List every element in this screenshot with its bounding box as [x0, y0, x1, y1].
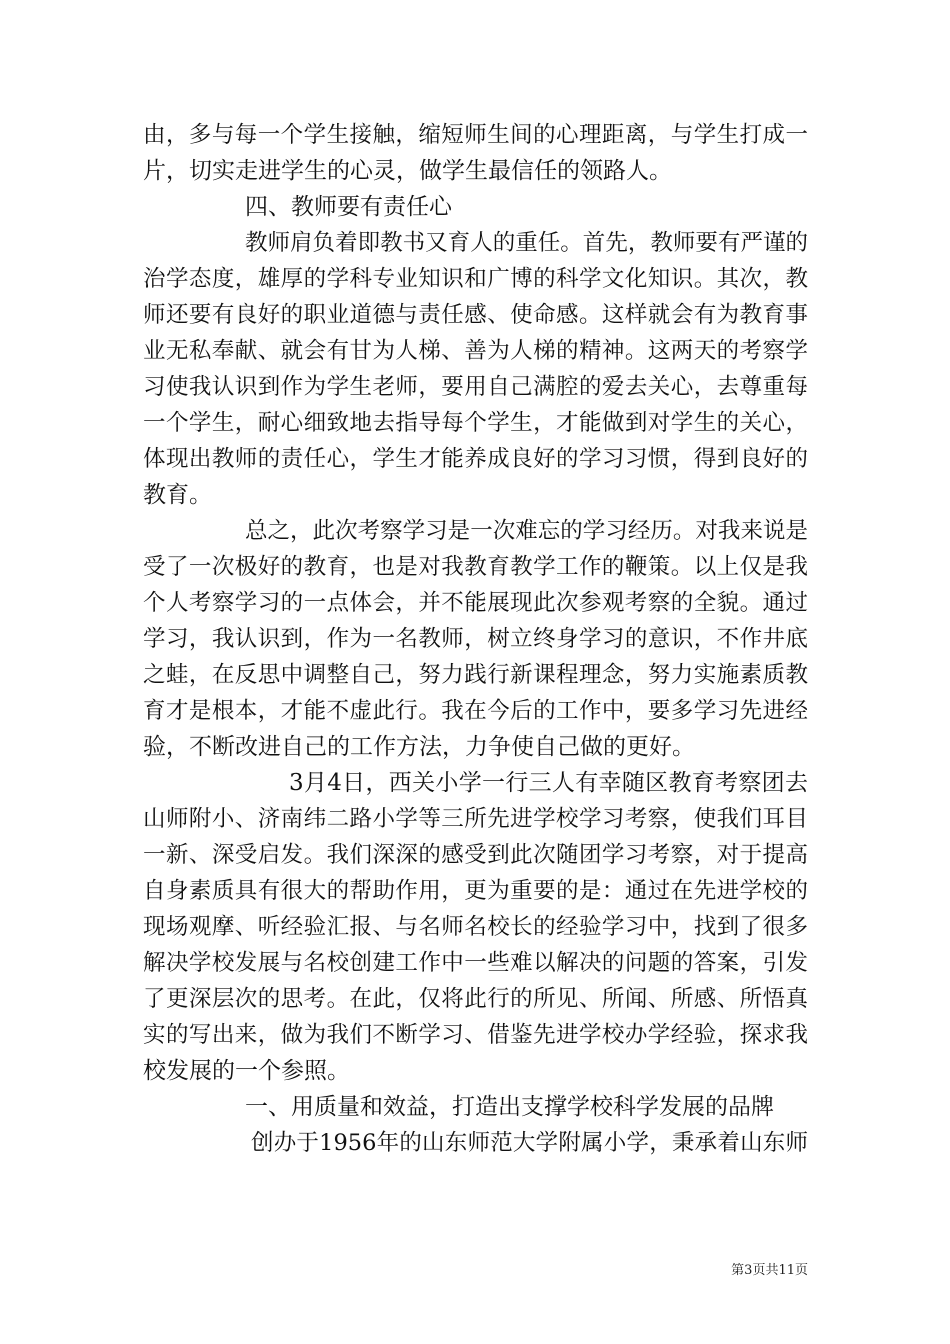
- text-line: 了更深层次的思考。在此，仅将此行的所见、所闻、所感、所悟真: [143, 986, 808, 1012]
- text-line: 教育。: [143, 482, 212, 508]
- text-line: 山师附小、济南纬二路小学等三所先进学校学习考察，使我们耳目: [143, 806, 808, 832]
- text-line: 实的写出来，做为我们不断学习、借鉴先进学校办学经验，探求我: [143, 1022, 808, 1048]
- text-line: 四、教师要有责任心: [245, 194, 452, 220]
- text-line: 校发展的一个参照。: [143, 1058, 350, 1084]
- text-line: 育才是根本，才能不虚此行。我在今后的工作中，要多学习先进经: [143, 698, 808, 724]
- text-line: 现场观摩、听经验汇报、与名师名校长的经验学习中，找到了很多: [143, 914, 808, 940]
- text-line: 一新、深受启发。我们深深的感受到此次随团学习考察，对于提高: [143, 842, 808, 868]
- document-body: [143, 117, 808, 1161]
- text-line: 受了一次极好的教育，也是对我教育教学工作的鞭策。以上仅是我: [143, 554, 808, 580]
- text-line: 解决学校发展与名校创建工作中一些难以解决的问题的答案，引发: [143, 950, 808, 976]
- text-line: 体现出教师的责任心，学生才能养成良好的学习习惯，得到良好的: [143, 446, 808, 472]
- text-line: 由，多与每一个学生接触，缩短师生间的心理距离，与学生打成一: [143, 122, 808, 148]
- text-line: 一、用质量和效益，打造出支撑学校科学发展的品牌: [245, 1094, 774, 1120]
- text-line: 教师肩负着即教书又育人的重任。首先，教师要有严谨的: [245, 230, 808, 256]
- text-line: 习使我认识到作为学生老师，要用自己满腔的爱去关心，去尊重每: [143, 374, 808, 400]
- text-line: 学习，我认识到，作为一名教师，树立终身学习的意识，不作井底: [143, 626, 808, 652]
- text-line: 业无私奉献、就会有甘为人梯、善为人梯的精神。这两天的考察学: [143, 338, 808, 364]
- text-line: 个人考察学习的一点体会，并不能展现此次参观考察的全貌。通过: [143, 590, 808, 616]
- text-line: 自身素质具有很大的帮助作用，更为重要的是：通过在先进学校的: [143, 878, 808, 904]
- text-line: 验，不断改进自己的工作方法，力争使自己做的更好。: [143, 734, 695, 760]
- text-line: 师还要有良好的职业道德与责任感、使命感。这样就会有为教育事: [143, 302, 808, 328]
- page-number: 第3页共11页: [731, 1263, 808, 1278]
- text-line: 片，切实走进学生的心灵，做学生最信任的领路人。: [143, 158, 672, 184]
- text-line: 3月4日，西关小学一行三人有幸随区教育考察团去: [289, 770, 808, 796]
- text-line: 治学态度，雄厚的学科专业知识和广博的科学文化知识。其次，教: [143, 266, 808, 292]
- text-line: 总之，此次考察学习是一次难忘的学习经历。对我来说是: [245, 518, 808, 544]
- text-line: 创办于1956年的山东师范大学附属小学，秉承着山东师: [251, 1130, 808, 1156]
- text-line: 一个学生，耐心细致地去指导每个学生，才能做到对学生的关心，: [143, 410, 808, 436]
- text-line: 之蛙，在反思中调整自己，努力践行新课程理念，努力实施素质教: [143, 662, 808, 688]
